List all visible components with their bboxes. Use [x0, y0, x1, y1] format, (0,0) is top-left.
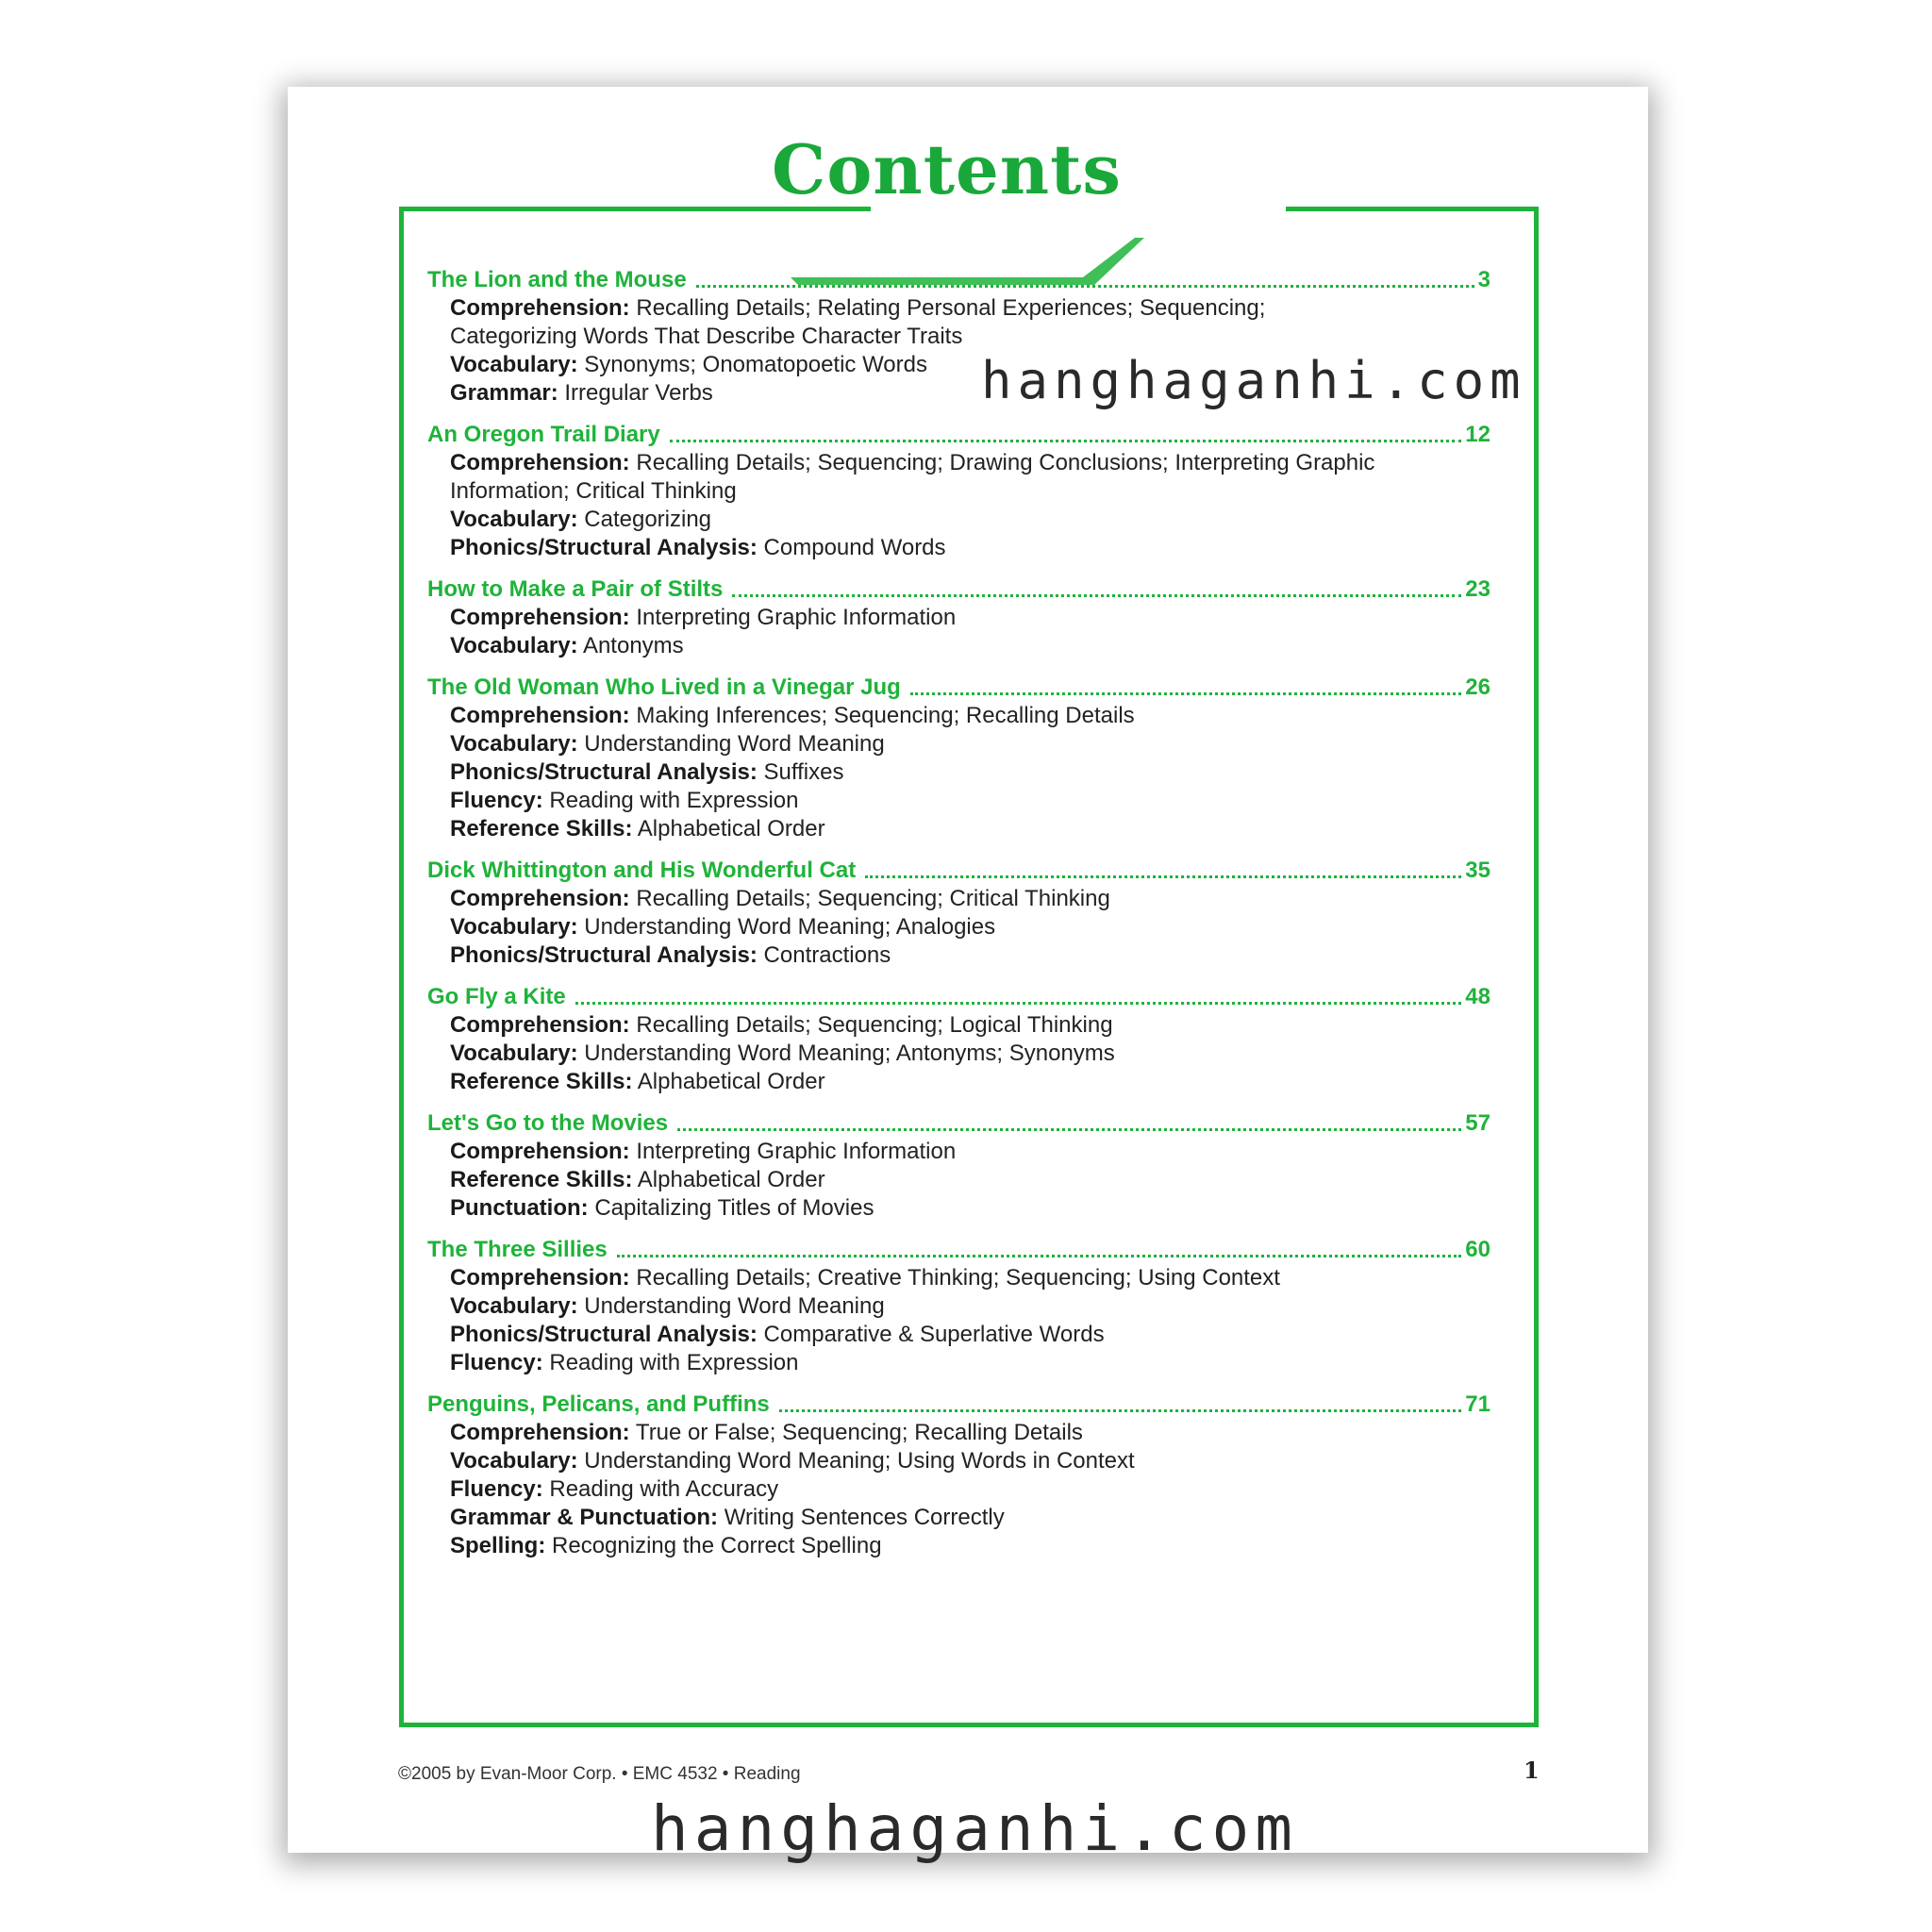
skill-text: Understanding Word Meaning	[584, 1293, 885, 1319]
skill-text: Reading with Expression	[549, 1350, 799, 1375]
toc-entry-page: 60	[1465, 1237, 1491, 1262]
toc-entry-heading[interactable]	[427, 1109, 1491, 1138]
skill-text: Understanding Word Meaning	[584, 731, 885, 757]
skill-text: Making Inferences; Sequencing; Recalling Details	[636, 703, 1135, 728]
skill-label: Fluency:	[450, 788, 543, 813]
skill-label: Vocabulary:	[450, 731, 578, 757]
skill-line	[450, 787, 1491, 815]
skill-line	[450, 1447, 1491, 1475]
skill-label: Vocabulary:	[450, 633, 578, 658]
toc-entry-title: How to Make a Pair of Stilts	[427, 576, 724, 602]
toc-entry-page: 3	[1477, 267, 1491, 292]
skill-text: Recalling Details; Sequencing; Drawing Conclusions; Interpreting Graphic	[636, 450, 1375, 475]
skill-text: Understanding Word Meaning; Using Words in Context	[584, 1448, 1135, 1474]
dot-leader	[677, 1128, 1461, 1131]
skill-line	[450, 506, 1491, 534]
skill-label: Phonics/Structural Analysis:	[450, 1322, 758, 1347]
skill-label: Phonics/Structural Analysis:	[450, 942, 758, 968]
dot-leader	[575, 1002, 1462, 1005]
skill-line	[450, 632, 1491, 660]
toc-entry-title: Let's Go to the Movies	[427, 1110, 669, 1136]
skill-label: Comprehension:	[450, 1139, 630, 1164]
skill-label: Reference Skills:	[450, 816, 633, 841]
toc-entry-heading[interactable]	[427, 1236, 1491, 1264]
skill-line	[450, 1264, 1491, 1292]
skill-text: Information; Critical Thinking	[450, 478, 737, 504]
toc-entry	[427, 674, 1491, 843]
watermark: hanghaganhi.com	[651, 1792, 1299, 1865]
skill-text: Recalling Details; Sequencing; Critical Thinking	[636, 886, 1110, 911]
skill-label: Grammar:	[450, 380, 558, 406]
skill-text: Understanding Word Meaning; Antonyms; Synonyms	[584, 1041, 1115, 1066]
dot-leader	[696, 285, 1474, 288]
skill-label: Comprehension:	[450, 1265, 630, 1291]
skill-line	[450, 294, 1491, 323]
skill-label: Vocabulary:	[450, 914, 578, 940]
skill-text: Recalling Details; Relating Personal Experiences; Sequencing;	[636, 295, 1266, 321]
skill-line	[450, 1349, 1491, 1377]
copyright-footer: ©2005 by Evan-Moor Corp. • EMC 4532 • Reading	[398, 1764, 801, 1784]
skill-label: Spelling:	[450, 1533, 546, 1558]
toc-entry-page: 12	[1465, 422, 1491, 447]
skill-label: Comprehension:	[450, 703, 630, 728]
skill-label: Fluency:	[450, 1350, 543, 1375]
skill-line	[450, 1292, 1491, 1321]
toc-entry	[427, 1109, 1491, 1223]
toc-entry-page: 23	[1465, 576, 1491, 602]
page-number: 1	[1524, 1757, 1540, 1784]
skill-label: Vocabulary:	[450, 507, 578, 532]
skill-text: Interpreting Graphic Information	[636, 605, 957, 630]
skill-line	[450, 702, 1491, 730]
dot-leader	[910, 692, 1461, 695]
title-wrap	[288, 129, 1648, 209]
skill-line	[450, 1166, 1491, 1194]
skill-text: Recalling Details; Sequencing; Logical Thinking	[636, 1012, 1113, 1038]
page-title: Contents	[772, 129, 1122, 209]
skill-line	[450, 1040, 1491, 1068]
skill-label: Comprehension:	[450, 605, 630, 630]
toc-entry-heading[interactable]	[427, 983, 1491, 1011]
skill-text: Irregular Verbs	[564, 380, 713, 406]
dot-leader	[670, 440, 1462, 442]
toc-entry	[427, 857, 1491, 970]
skill-label: Punctuation:	[450, 1195, 589, 1221]
skill-line	[450, 941, 1491, 970]
toc-entry-page: 26	[1465, 675, 1491, 700]
skill-label: Fluency:	[450, 1476, 543, 1502]
skill-text: Alphabetical Order	[637, 1069, 825, 1094]
skill-text: Reading with Expression	[549, 788, 799, 813]
skill-label: Vocabulary:	[450, 352, 578, 377]
toc-entry-title: An Oregon Trail Diary	[427, 422, 660, 447]
skill-line	[450, 885, 1491, 913]
toc-entry-heading[interactable]	[427, 421, 1491, 449]
dot-leader	[617, 1255, 1462, 1257]
toc-entry-heading[interactable]	[427, 1391, 1491, 1419]
skill-line	[450, 323, 1491, 351]
toc-entry	[427, 421, 1491, 562]
toc-entry-page: 35	[1465, 858, 1491, 883]
toc-entry-title: Penguins, Pelicans, and Puffins	[427, 1391, 770, 1417]
skill-text: Alphabetical Order	[637, 1167, 825, 1192]
toc-entry	[427, 983, 1491, 1096]
toc-entry-title: The Three Sillies	[427, 1237, 608, 1262]
toc-entry	[427, 575, 1491, 660]
skill-text: Reading with Accuracy	[549, 1476, 779, 1502]
skill-text: Contractions	[763, 942, 891, 968]
skill-line	[450, 1138, 1491, 1166]
watermark: hanghaganhi.com	[981, 351, 1526, 410]
skill-line	[450, 730, 1491, 758]
skill-text: Understanding Word Meaning; Analogies	[584, 914, 996, 940]
skill-label: Comprehension:	[450, 886, 630, 911]
toc-entry-heading[interactable]	[427, 266, 1491, 294]
skill-line	[450, 1475, 1491, 1504]
skill-line	[450, 913, 1491, 941]
skill-label: Phonics/Structural Analysis:	[450, 535, 758, 560]
skill-text: Capitalizing Titles of Movies	[594, 1195, 874, 1221]
skill-line	[450, 1194, 1491, 1223]
skill-label: Phonics/Structural Analysis:	[450, 759, 758, 785]
skill-label: Comprehension:	[450, 450, 630, 475]
skill-text: Categorizing	[584, 507, 712, 532]
skill-text: Synonyms; Onomatopoetic Words	[584, 352, 927, 377]
toc-entry-title: Dick Whittington and His Wonderful Cat	[427, 858, 857, 883]
toc-entry-title: The Old Woman Who Lived in a Vinegar Jug	[427, 675, 901, 700]
skill-line	[450, 477, 1491, 506]
skill-text: Comparative & Superlative Words	[763, 1322, 1105, 1347]
dot-leader	[732, 594, 1461, 597]
toc-entry-page: 71	[1465, 1391, 1491, 1417]
skill-label: Comprehension:	[450, 295, 630, 321]
toc-entry-page: 57	[1465, 1110, 1491, 1136]
toc-entry-page: 48	[1465, 984, 1491, 1009]
skill-text: True or False; Sequencing; Recalling Details	[635, 1420, 1083, 1445]
skill-text: Interpreting Graphic Information	[636, 1139, 957, 1164]
skill-text: Recognizing the Correct Spelling	[552, 1533, 882, 1558]
skill-line	[450, 1504, 1491, 1532]
skill-line	[450, 815, 1491, 843]
skill-line	[450, 1068, 1491, 1096]
skill-label: Reference Skills:	[450, 1167, 633, 1192]
skill-label: Reference Skills:	[450, 1069, 633, 1094]
toc-entry-heading[interactable]	[427, 575, 1491, 604]
skill-line	[450, 1321, 1491, 1349]
skill-line	[450, 758, 1491, 787]
skill-label: Vocabulary:	[450, 1293, 578, 1319]
toc-entry-heading[interactable]	[427, 674, 1491, 702]
skill-label: Grammar & Punctuation:	[450, 1505, 719, 1530]
skill-text: Antonyms	[582, 633, 684, 658]
toc-entry	[427, 1391, 1491, 1560]
toc-entry-heading[interactable]	[427, 857, 1491, 885]
skill-line	[450, 1532, 1491, 1560]
skill-text: Categorizing Words That Describe Character Traits	[450, 324, 963, 349]
skill-line	[450, 1419, 1491, 1447]
dot-leader	[865, 875, 1461, 878]
skill-text: Alphabetical Order	[637, 816, 825, 841]
skill-label: Comprehension:	[450, 1420, 630, 1445]
dot-leader	[779, 1409, 1462, 1412]
skill-text: Recalling Details; Creative Thinking; Sequencing; Using Context	[636, 1265, 1280, 1291]
skill-label: Comprehension:	[450, 1012, 630, 1038]
skill-line	[450, 534, 1491, 562]
skill-line	[450, 1011, 1491, 1040]
skill-line	[450, 449, 1491, 477]
skill-text: Suffixes	[763, 759, 844, 785]
skill-text: Writing Sentences Correctly	[724, 1505, 1005, 1530]
skill-label: Vocabulary:	[450, 1041, 578, 1066]
toc-entry	[427, 1236, 1491, 1377]
toc-entry-title: The Lion and the Mouse	[427, 267, 687, 292]
table-of-contents	[427, 266, 1491, 1574]
skill-text: Compound Words	[763, 535, 946, 560]
toc-entry-title: Go Fly a Kite	[427, 984, 566, 1009]
skill-line	[450, 604, 1491, 632]
skill-label: Vocabulary:	[450, 1448, 578, 1474]
